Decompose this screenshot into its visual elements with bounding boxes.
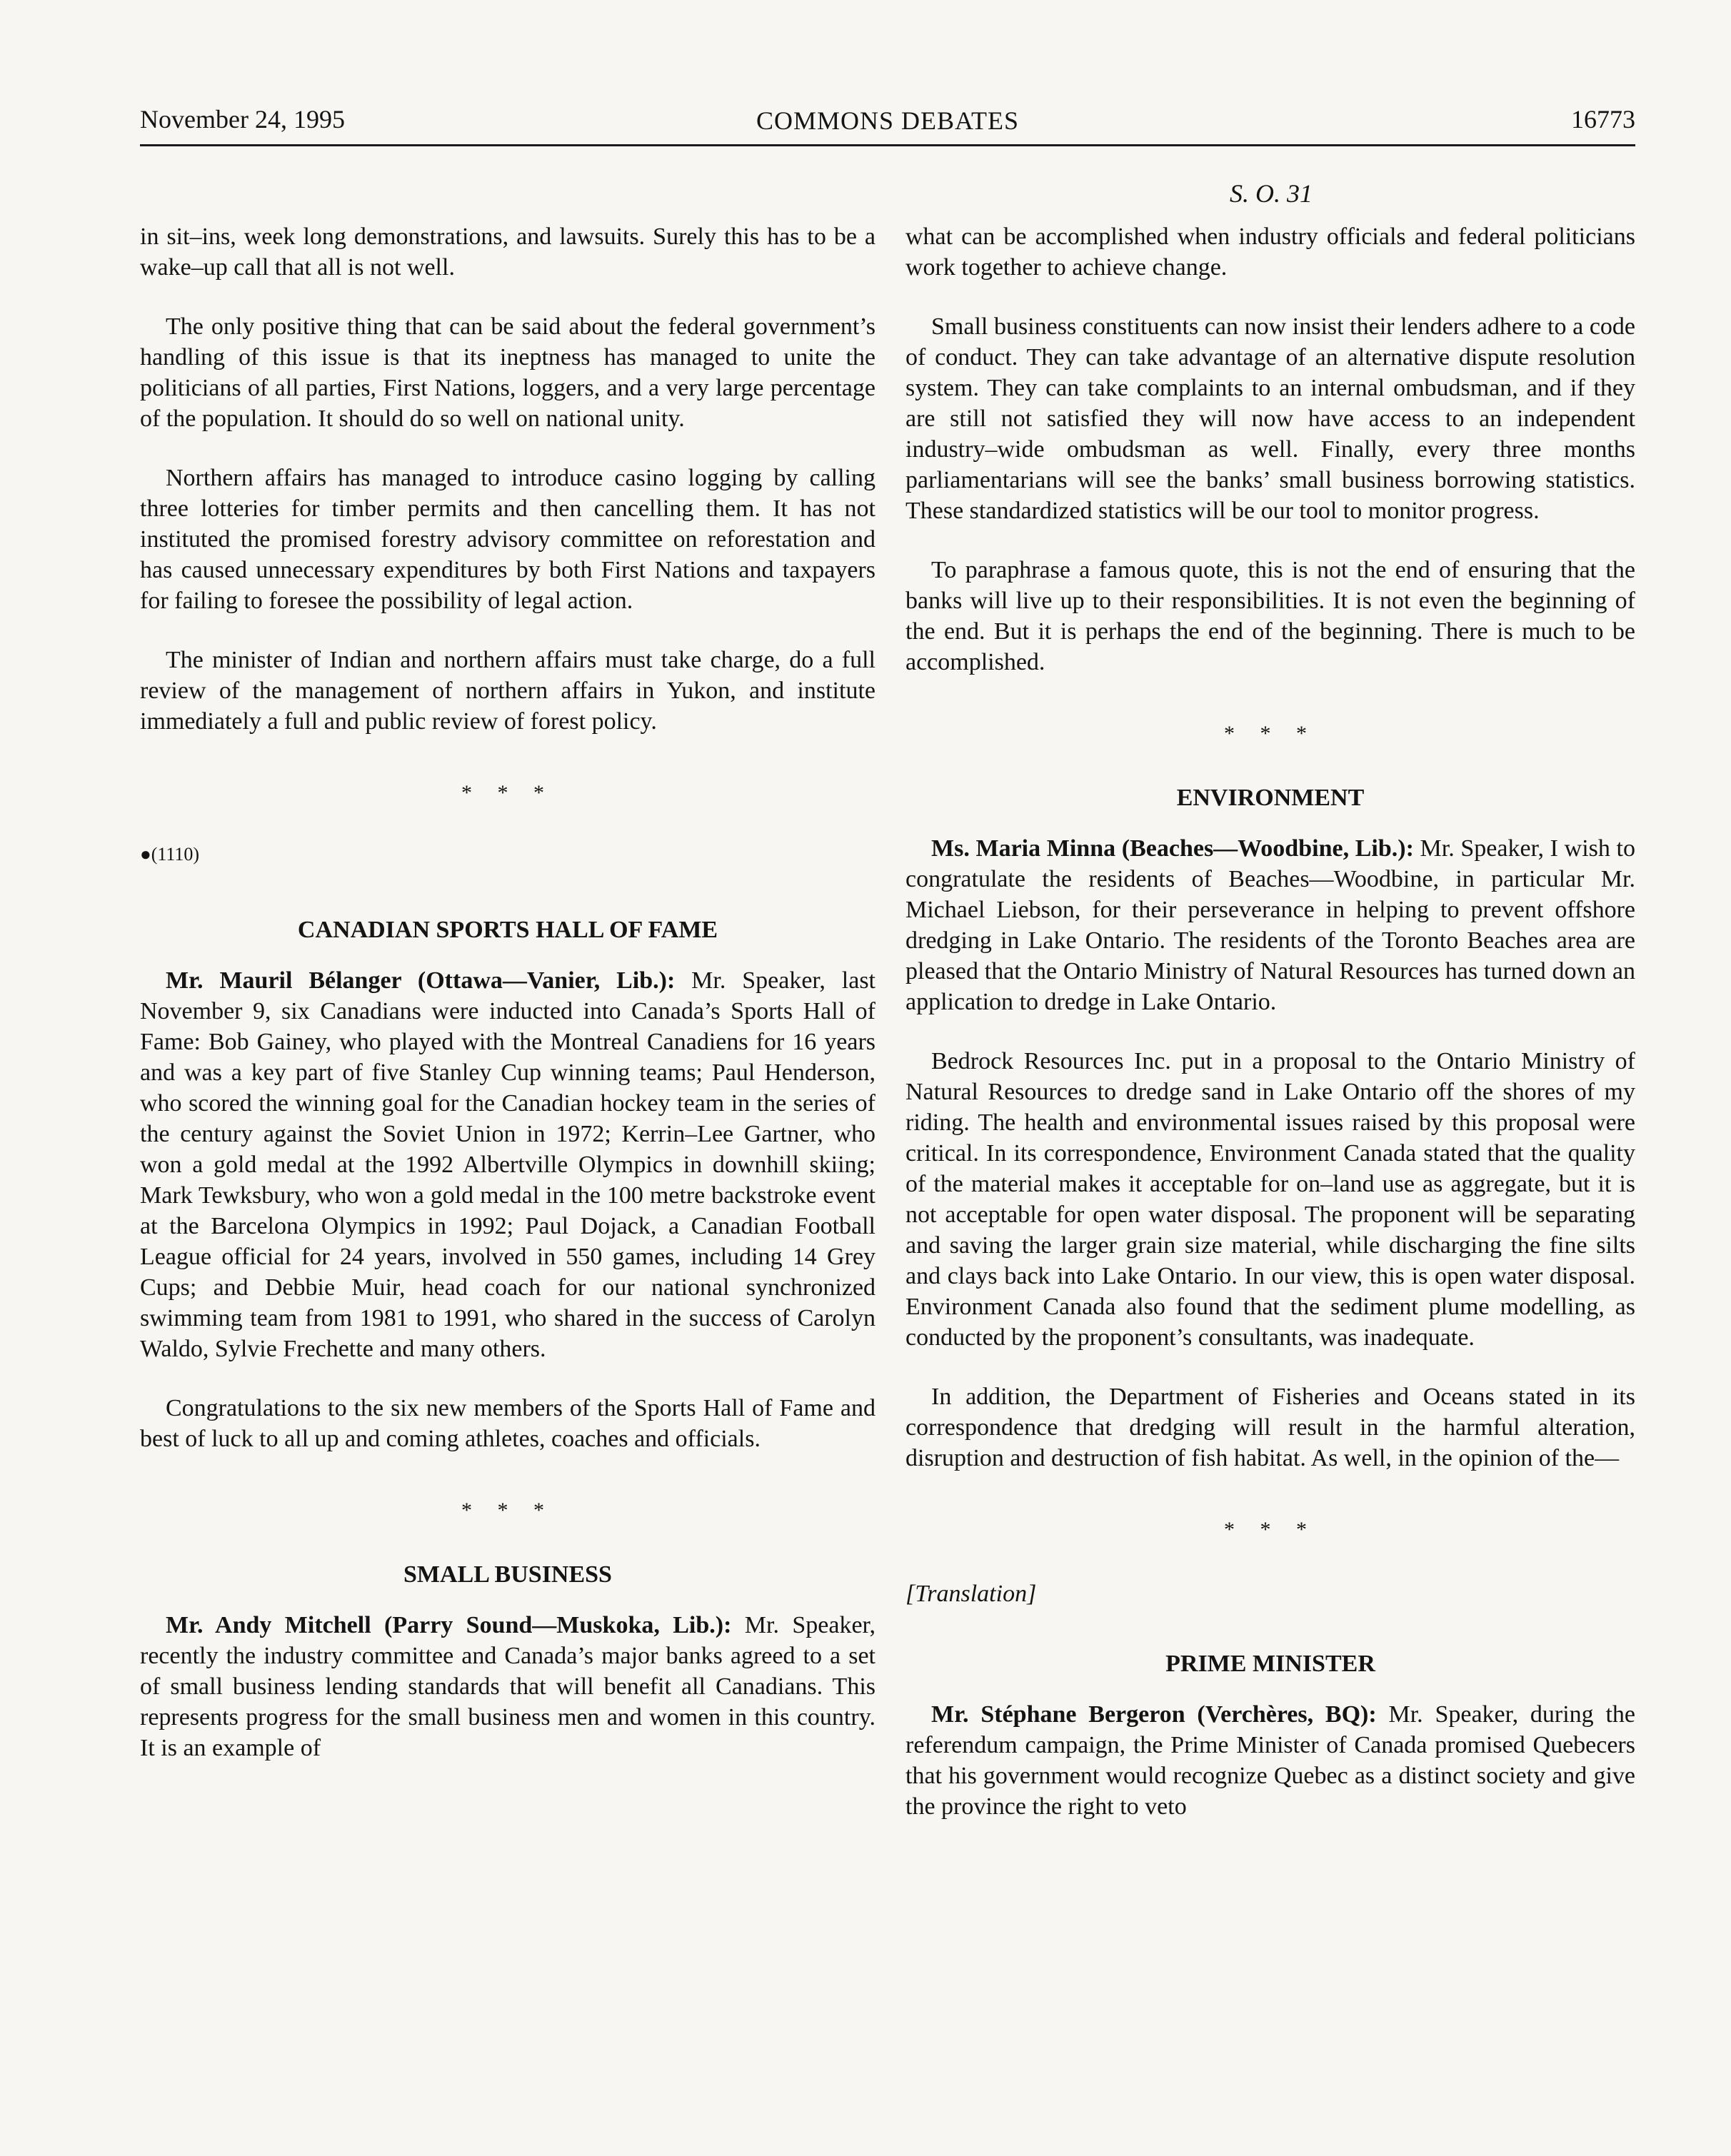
left-column bbox=[140, 221, 875, 1792]
environment-paragraph-1 bbox=[905, 833, 1635, 1017]
header-page-number: 16773 bbox=[1571, 105, 1635, 134]
prime-minister-paragraph-1 bbox=[905, 1699, 1635, 1822]
header-date: November 24, 1995 bbox=[140, 105, 345, 134]
section-separator: * * * bbox=[1224, 1518, 1317, 1541]
small-business-paragraph-1-text: Mr. Speaker, recently the industry committee and Canada’s major banks agreed to a set of small business lending standards that will benefit all Canadians. This represents progress for the small business men and women in this country. It is an example of bbox=[140, 1612, 875, 1761]
speaker-name: Mr. Mauril Bélanger (Ottawa—Vanier, Lib.): bbox=[166, 967, 676, 994]
right-paragraph-3: To paraphrase a famous quote, this is not the end of ensuring that the banks will live up to their responsibilities. It is not even the beginning of the end. But it is perhaps the end of the beginning. There is much to be accomplished. bbox=[905, 557, 1635, 675]
section-code: S. O. 31 bbox=[1230, 179, 1313, 208]
heading-canadian-sports-hall-of-fame: CANADIAN SPORTS HALL OF FAME bbox=[297, 917, 718, 943]
right-paragraph-1: what can be accomplished when industry officials and federal politicians work together to achieve change. bbox=[905, 223, 1635, 281]
heading-small-business: SMALL BUSINESS bbox=[403, 1561, 612, 1588]
environment-paragraph-3: In addition, the Department of Fisheries and Oceans stated in its correspondence that dredging will result in the harmful alteration, disruption and destruction of fish habitat. As well, in the opinion of the— bbox=[905, 1384, 1635, 1471]
left-paragraph-4: The minister of Indian and northern affairs must take charge, do a full review of the management of northern affairs in Yukon, and institute immediately a full and public review of forest policy. bbox=[140, 647, 875, 735]
heading-prime-minister: PRIME MINISTER bbox=[1165, 1651, 1375, 1677]
section-separator: * * * bbox=[1224, 722, 1317, 745]
sports-paragraph-1 bbox=[140, 965, 875, 1364]
small-business-paragraph-1 bbox=[140, 1610, 875, 1763]
environment-paragraph-1-text: Mr. Speaker, I wish to congratulate the residents of Beaches—Woodbine, in particular Mr. Michael Liebson, for their perseverance in helping to prevent offshore dredging in Lake Ontario. The residents of the Toronto Beaches area are pleased that the Ontario Ministry of Natural Resources has turned down an application to dredge in Lake Ontario. bbox=[905, 835, 1635, 1015]
speaker-name: Ms. Maria Minna (Beaches—Woodbine, Lib.): bbox=[931, 835, 1414, 862]
environment-paragraph-2: Bedrock Resources Inc. put in a proposal to the Ontario Ministry of Natural Resources to dredge sand in Lake Ontario off the shores of my riding. The health and environmental issues raised by this proposal were critical. In its correspondence, Environment Canada stated that the quality of the material makes it acceptable for on–land use as aggregate, but it is not acceptable for open water disposal. The proponent will be separating and saving the larger grain size material, while discharging the fine silts and clays back into Lake Ontario. In our view, this is open water disposal. Environment Canada also found that the sediment plume modelling, as conducted by the proponent’s consultants, was inadequate. bbox=[905, 1048, 1635, 1351]
left-paragraph-3: Northern affairs has managed to introduce casino logging by calling three lotteries for timber permits and then cancelling them. It has not instituted the promised forestry advisory committee on reforestation and has caused unnecessary expenditures by both First Nations and taxpayers for failing to foresee the possibility of legal action. bbox=[140, 465, 875, 614]
section-separator: * * * bbox=[461, 1498, 554, 1522]
speaker-name: Mr. Andy Mitchell (Parry Sound—Muskoka, Lib.): bbox=[166, 1612, 732, 1638]
header-publication: COMMONS DEBATES bbox=[756, 106, 1020, 135]
right-paragraph-2: Small business constituents can now insist their lenders adhere to a code of conduct. They can take advantage of an alternative dispute resolution system. They can take complaints to an internal ombudsman, and if they are still not satisfied they will now have access to an independent industry–wide ombudsman as well. Finally, every three months parliamentarians will see the banks’ small business borrowing statistics. These standardized statistics will be our tool to monitor progress. bbox=[905, 313, 1635, 524]
section-separator: * * * bbox=[461, 781, 554, 805]
left-paragraph-1: in sit–ins, week long demonstrations, and lawsuits. Surely this has to be a wake–up call that all is not well. bbox=[140, 223, 875, 281]
heading-environment: ENVIRONMENT bbox=[1176, 785, 1365, 811]
page-header bbox=[140, 100, 1635, 146]
left-paragraph-2: The only positive thing that can be said about the federal government’s handling of this issue is that its ineptness has managed to unite the politicians of all parties, First Nations, loggers, and a very large percentage of the population. It should do so well on national unity. bbox=[140, 313, 875, 432]
prime-minister-paragraph-1-text: Mr. Speaker, during the referendum campaign, the Prime Minister of Canada promised Quebecers that his government would recognize Quebec as a distinct society and give the province the right to veto bbox=[905, 1701, 1635, 1820]
time-marker: ●(1110) bbox=[140, 844, 200, 865]
sports-paragraph-1-text: Mr. Speaker, last November 9, six Canadians were inducted into Canada’s Sports Hall of Fame: Bob Gainey, who played with the Montreal Canadiens for 16 years and was a key part of five Stanley Cup winning teams; Paul Henderson, who scored the winning goal for the Canadian hockey team in the series of the century against the Soviet Union in 1972; Kerrin–Lee Gartner, who won a gold medal at the 1992 Albertville Olympics in downhill skiing; Mark Tewksbury, who won a gold medal in the 100 metre backstroke event at the Barcelona Olympics in 1992; Paul Dojack, a Canadian Football League official for 24 years, involved in 550 games, including 14 Grey Cups; and Debbie Muir, head coach for our national synchronized swimming team from 1981 to 1991, who shared in the success of Carolyn Waldo, Sylvie Frechette and many others. bbox=[140, 967, 875, 1362]
right-column bbox=[905, 221, 1635, 1850]
sports-paragraph-2: Congratulations to the six new members of the Sports Hall of Fame and best of luck to all up and coming athletes, coaches and officials. bbox=[140, 1395, 875, 1452]
speaker-name: Mr. Stéphane Bergeron (Verchères, BQ): bbox=[931, 1701, 1377, 1728]
translation-note: [Translation] bbox=[905, 1581, 1037, 1607]
